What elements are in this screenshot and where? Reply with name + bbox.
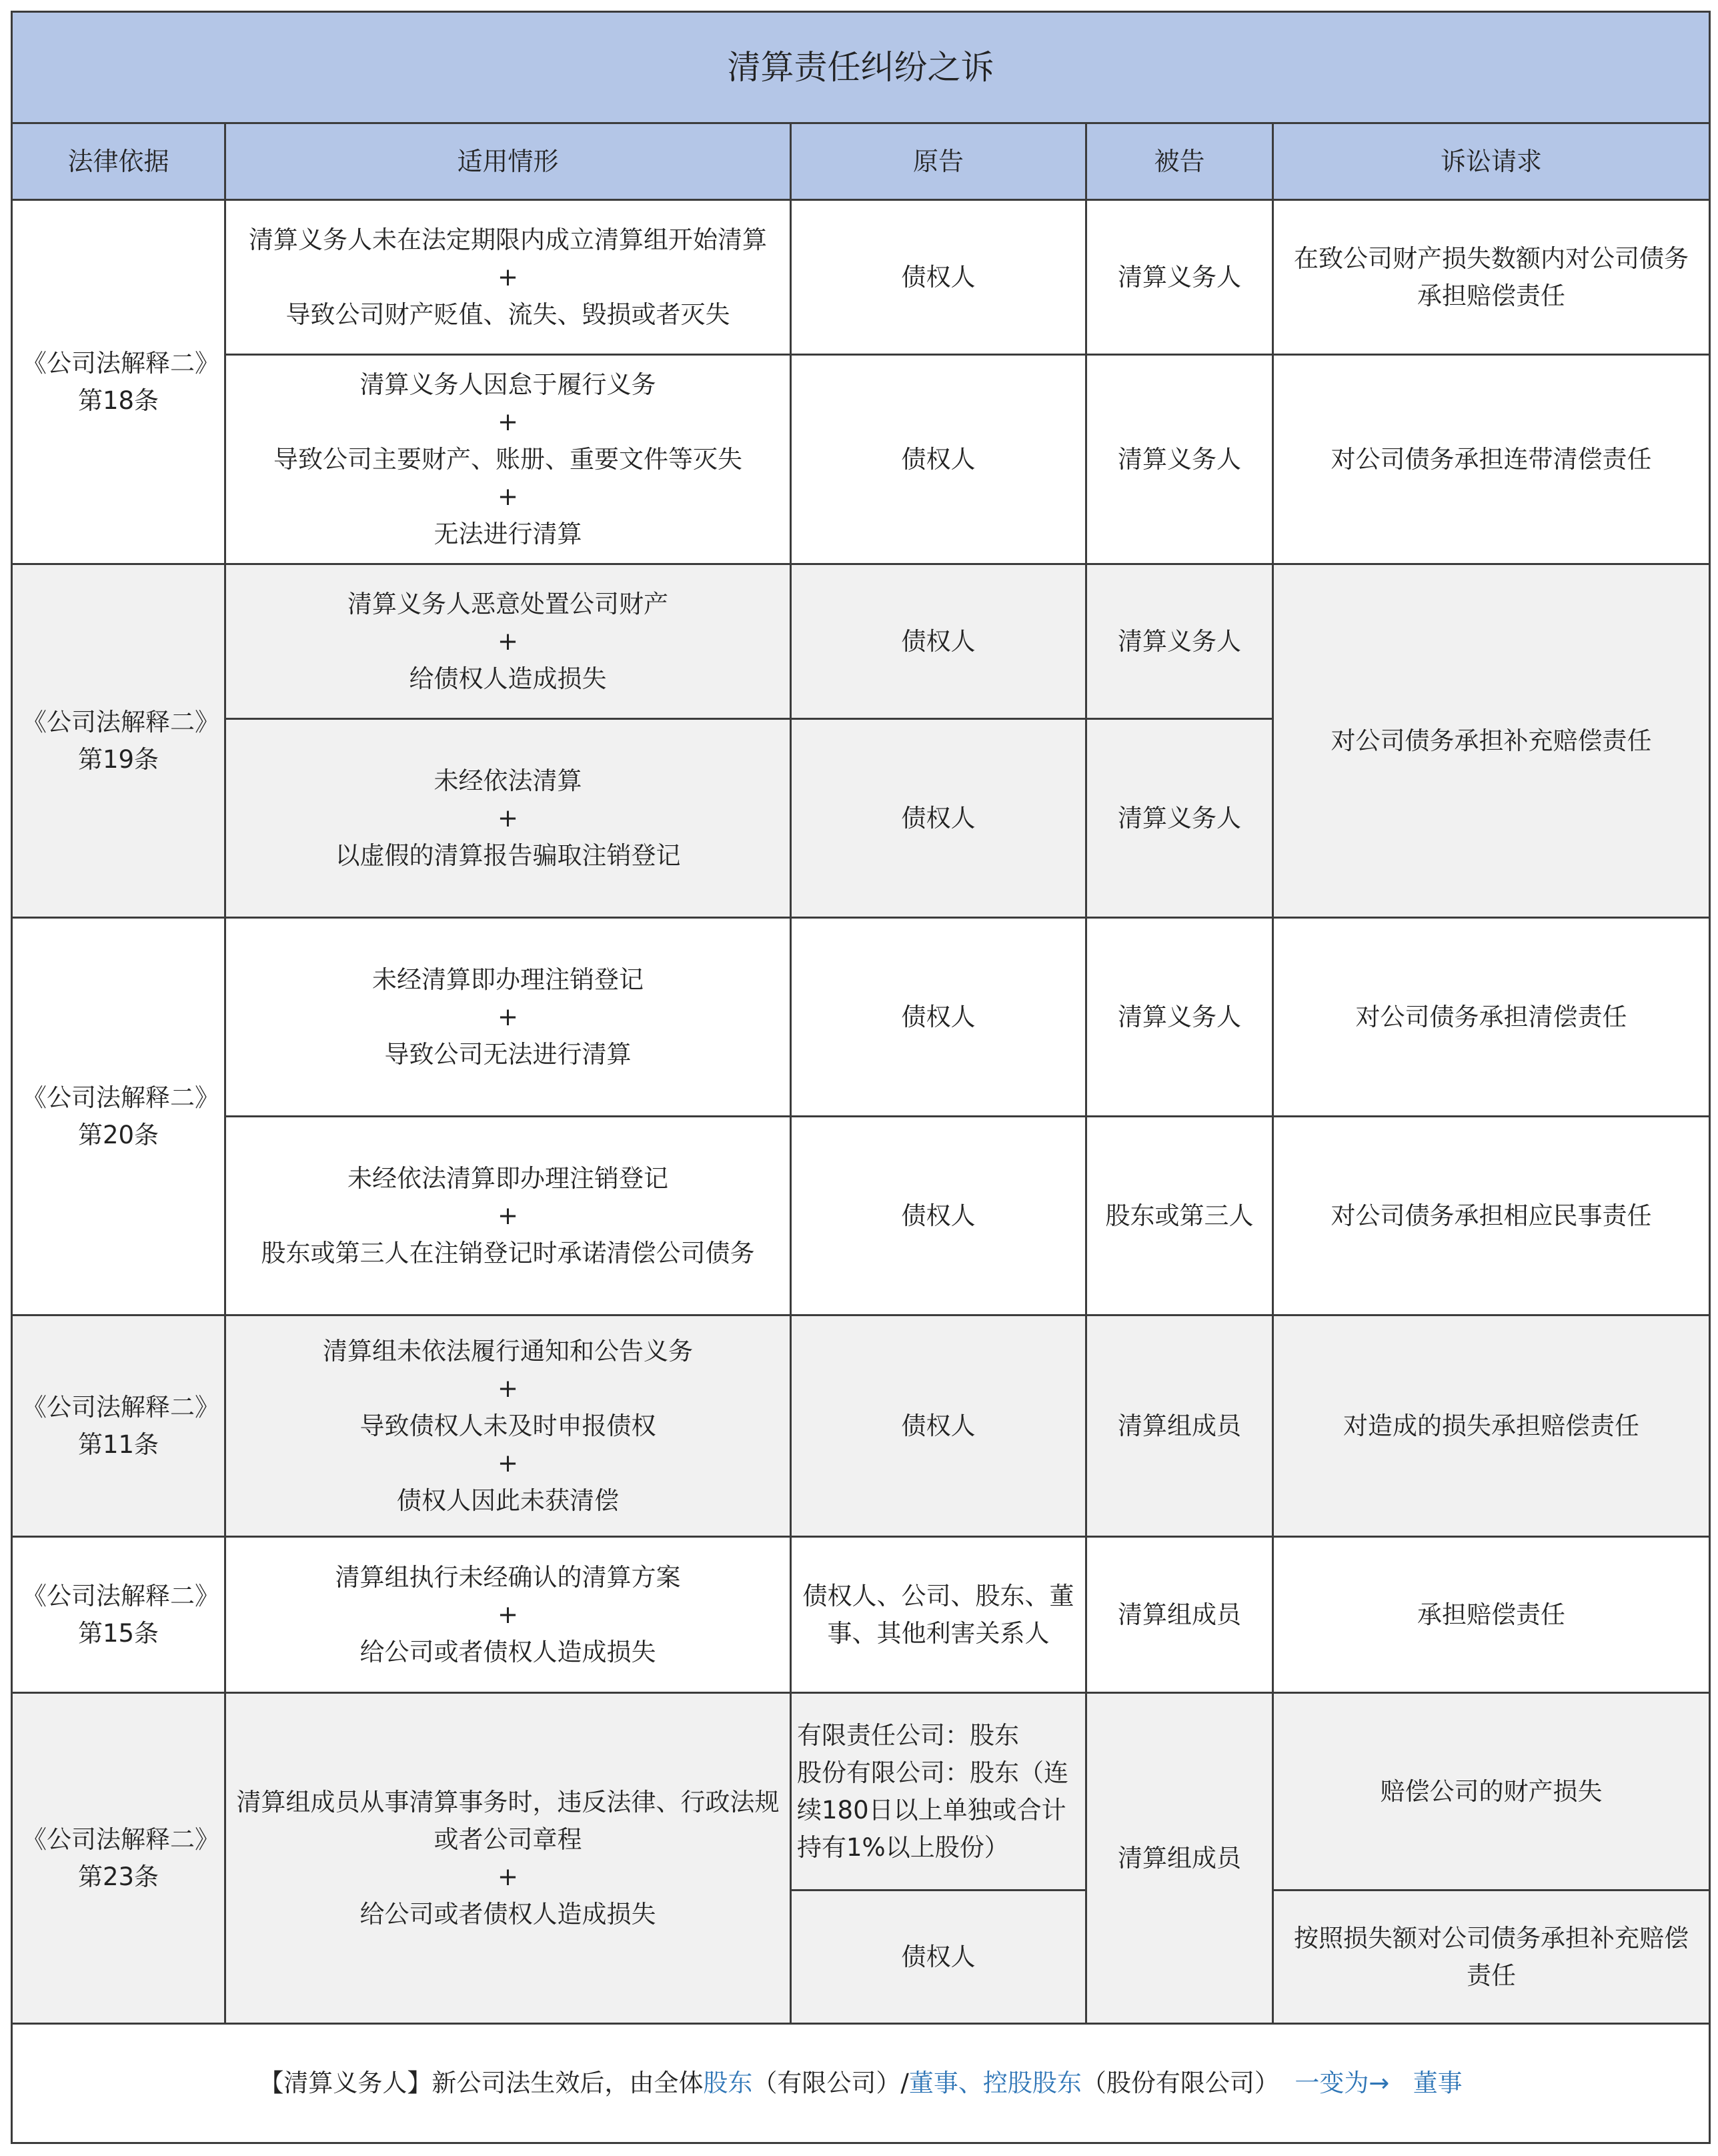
legal-basis-art20: [12, 918, 225, 1315]
cell-text-line: 清算组执行未经确认的清算方案: [335, 1562, 681, 1592]
plus-sign: +: [497, 262, 518, 292]
footer-highlight: 董事、控股股东: [908, 2069, 1082, 2097]
cell-text-line: 给公司或者债权人造成损失: [359, 1637, 656, 1666]
legal-basis-art11: [12, 1315, 225, 1537]
plaintiff-cell: [791, 1693, 1086, 1891]
cell-text-line: 债权人因此未获清偿: [397, 1486, 619, 1515]
legal-basis-art19: [12, 564, 225, 918]
footer-note: [12, 2024, 1710, 2143]
cell-text-line: 【清算义务人】新公司法生效后，由全体: [259, 2069, 704, 2097]
defendant-cell: 清算义务人: [1086, 719, 1273, 918]
defendant-cell: 清算组成员: [1086, 1315, 1273, 1537]
cell-text-line: 按照损失额对公司债务承担补充赔偿: [1294, 1923, 1689, 1953]
claim-cell: 对公司债务承担相应民事责任: [1273, 1117, 1710, 1315]
cell-text-line: 给债权人造成损失: [409, 664, 607, 693]
cell-text-line: （有限公司）/: [752, 2069, 909, 2097]
situation-cell: [225, 719, 791, 918]
plaintiff-cell: [791, 1537, 1086, 1693]
cell-text-line: 《公司法解释二》: [22, 1581, 219, 1610]
plus-sign: +: [497, 1002, 518, 1031]
defendant-cell: 股东或第三人: [1086, 1117, 1273, 1315]
situation-cell: [225, 918, 791, 1117]
cell-text-line: 未经依法清算即办理注销登记: [347, 1163, 668, 1193]
claim-cell: 对公司债务承担清偿责任: [1273, 918, 1710, 1117]
cell-text-line: 债权人、公司、股东、董: [802, 1581, 1074, 1610]
cell-text-line: 第23条: [77, 1862, 159, 1891]
situation-cell: [225, 1117, 791, 1315]
legal-basis-art18: [12, 200, 225, 564]
plus-sign: +: [497, 1374, 518, 1403]
cell-text-line: 第18条: [77, 386, 159, 415]
cell-text-line: 导致公司无法进行清算: [384, 1039, 632, 1069]
claim-cell: 承担赔偿责任: [1273, 1537, 1710, 1693]
cell-text-line: 未经清算即办理注销登记: [372, 965, 644, 994]
footer-highlight: 股东: [703, 2069, 753, 2097]
cell-text-line: 清算组未依法履行通知和公告义务: [323, 1336, 693, 1366]
situation-cell: [225, 1315, 791, 1537]
cell-text-line: 第11条: [77, 1430, 159, 1459]
situation-cell: [225, 1537, 791, 1693]
plaintiff-cell: 债权人: [791, 1117, 1086, 1315]
plus-sign: +: [497, 482, 518, 511]
cell-text-line: 持有1%以上股份）: [797, 1832, 1009, 1862]
plus-sign: +: [497, 803, 518, 833]
footer-highlight: 董事: [1413, 2069, 1463, 2097]
plaintiff-cell: 债权人: [791, 355, 1086, 564]
cell-text-line: 或者公司章程: [434, 1824, 582, 1854]
header-situation: 适用情形: [225, 123, 791, 200]
plaintiff-cell: 债权人: [791, 719, 1086, 918]
header-legal-basis: 法律依据: [12, 123, 225, 200]
situation-cell: [225, 1693, 791, 2024]
plaintiff-cell: 债权人: [791, 1315, 1086, 1537]
cell-text-line: 导致债权人未及时申报债权: [359, 1411, 656, 1440]
cell-text-line: 无法进行清算: [434, 519, 582, 548]
cell-text-line: 股东或第三人在注销登记时承诺清偿公司债务: [261, 1238, 755, 1267]
plus-sign: +: [497, 1862, 518, 1891]
cell-text-line: 承担赔偿责任: [1417, 281, 1566, 310]
legal-basis-art15: [12, 1537, 225, 1693]
footer-arrow-text: 一变为→: [1295, 2069, 1390, 2097]
cell-text-line: 给公司或者债权人造成损失: [359, 1899, 656, 1929]
plaintiff-cell: 债权人: [791, 200, 1086, 355]
cell-text-line: 责任: [1467, 1961, 1517, 1990]
cell-text-line: 清算义务人恶意处置公司财产: [347, 589, 668, 618]
cell-text-line: 第15条: [77, 1618, 159, 1648]
cell-text-line: 续180日以上单独或合计: [797, 1795, 1066, 1824]
table-title: 清算责任纠纷之诉: [12, 12, 1710, 123]
defendant-cell: 清算义务人: [1086, 200, 1273, 355]
cell-text-line: 有限责任公司：股东: [797, 1720, 1019, 1750]
plus-sign: +: [497, 407, 518, 436]
cell-text-line: 第20条: [77, 1120, 159, 1149]
plaintiff-cell: 债权人: [791, 1891, 1086, 2024]
legal-basis-art23: [12, 1693, 225, 2024]
plus-sign: +: [497, 1600, 518, 1629]
defendant-cell: 清算组成员: [1086, 1693, 1273, 2024]
cell-text-line: 未经依法清算: [434, 766, 582, 795]
claim-cell: [1273, 1891, 1710, 2024]
cell-text-line: 《公司法解释二》: [22, 707, 219, 736]
defendant-cell: 清算义务人: [1086, 564, 1273, 719]
cell-text-line: （股份有限公司）: [1081, 2069, 1279, 2097]
plus-sign: +: [497, 626, 518, 656]
cell-text-line: 导致公司财产贬值、流失、毁损或者灭失: [285, 300, 730, 329]
claim-cell: [1273, 200, 1710, 355]
defendant-cell: 清算义务人: [1086, 918, 1273, 1117]
header-plaintiff: 原告: [791, 123, 1086, 200]
claim-cell: 对造成的损失承担赔偿责任: [1273, 1315, 1710, 1537]
cell-text-line: 清算组成员从事清算事务时，违反法律、行政法规: [236, 1787, 780, 1816]
cell-text-line: 第19条: [77, 744, 159, 774]
plaintiff-cell: 债权人: [791, 918, 1086, 1117]
claim-cell: 对公司债务承担补充赔偿责任: [1273, 564, 1710, 918]
cell-text-line: 导致公司主要财产、账册、重要文件等灭失: [273, 444, 742, 474]
cell-text-line: 股份有限公司：股东（连: [797, 1758, 1068, 1787]
cell-text-line: 《公司法解释二》: [22, 1824, 219, 1854]
defendant-cell: 清算义务人: [1086, 355, 1273, 564]
situation-cell: [225, 564, 791, 719]
cell-text-line: 《公司法解释二》: [22, 1083, 219, 1112]
plus-sign: +: [497, 1201, 518, 1230]
cell-text-line: 《公司法解释二》: [22, 348, 219, 378]
header-claim: 诉讼请求: [1273, 123, 1710, 200]
cell-text-line: 清算义务人因怠于履行义务: [359, 370, 656, 399]
claim-cell: 赔偿公司的财产损失: [1273, 1693, 1710, 1891]
cell-text-line: 事、其他利害关系人: [827, 1618, 1050, 1648]
header-defendant: 被告: [1086, 123, 1273, 200]
liquidation-liability-table: [11, 11, 1711, 2144]
claim-cell: 对公司债务承担连带清偿责任: [1273, 355, 1710, 564]
cell-text-line: 在致公司财产损失数额内对公司债务: [1294, 243, 1689, 273]
plus-sign: +: [497, 1448, 518, 1478]
cell-text-line: 《公司法解释二》: [22, 1392, 219, 1422]
situation-cell: [225, 200, 791, 355]
cell-text-line: 清算义务人未在法定期限内成立清算组开始清算: [249, 225, 767, 254]
cell-text-line: 以虚假的清算报告骗取注销登记: [335, 841, 681, 870]
defendant-cell: 清算组成员: [1086, 1537, 1273, 1693]
situation-cell: [225, 355, 791, 564]
plaintiff-cell: 债权人: [791, 564, 1086, 719]
